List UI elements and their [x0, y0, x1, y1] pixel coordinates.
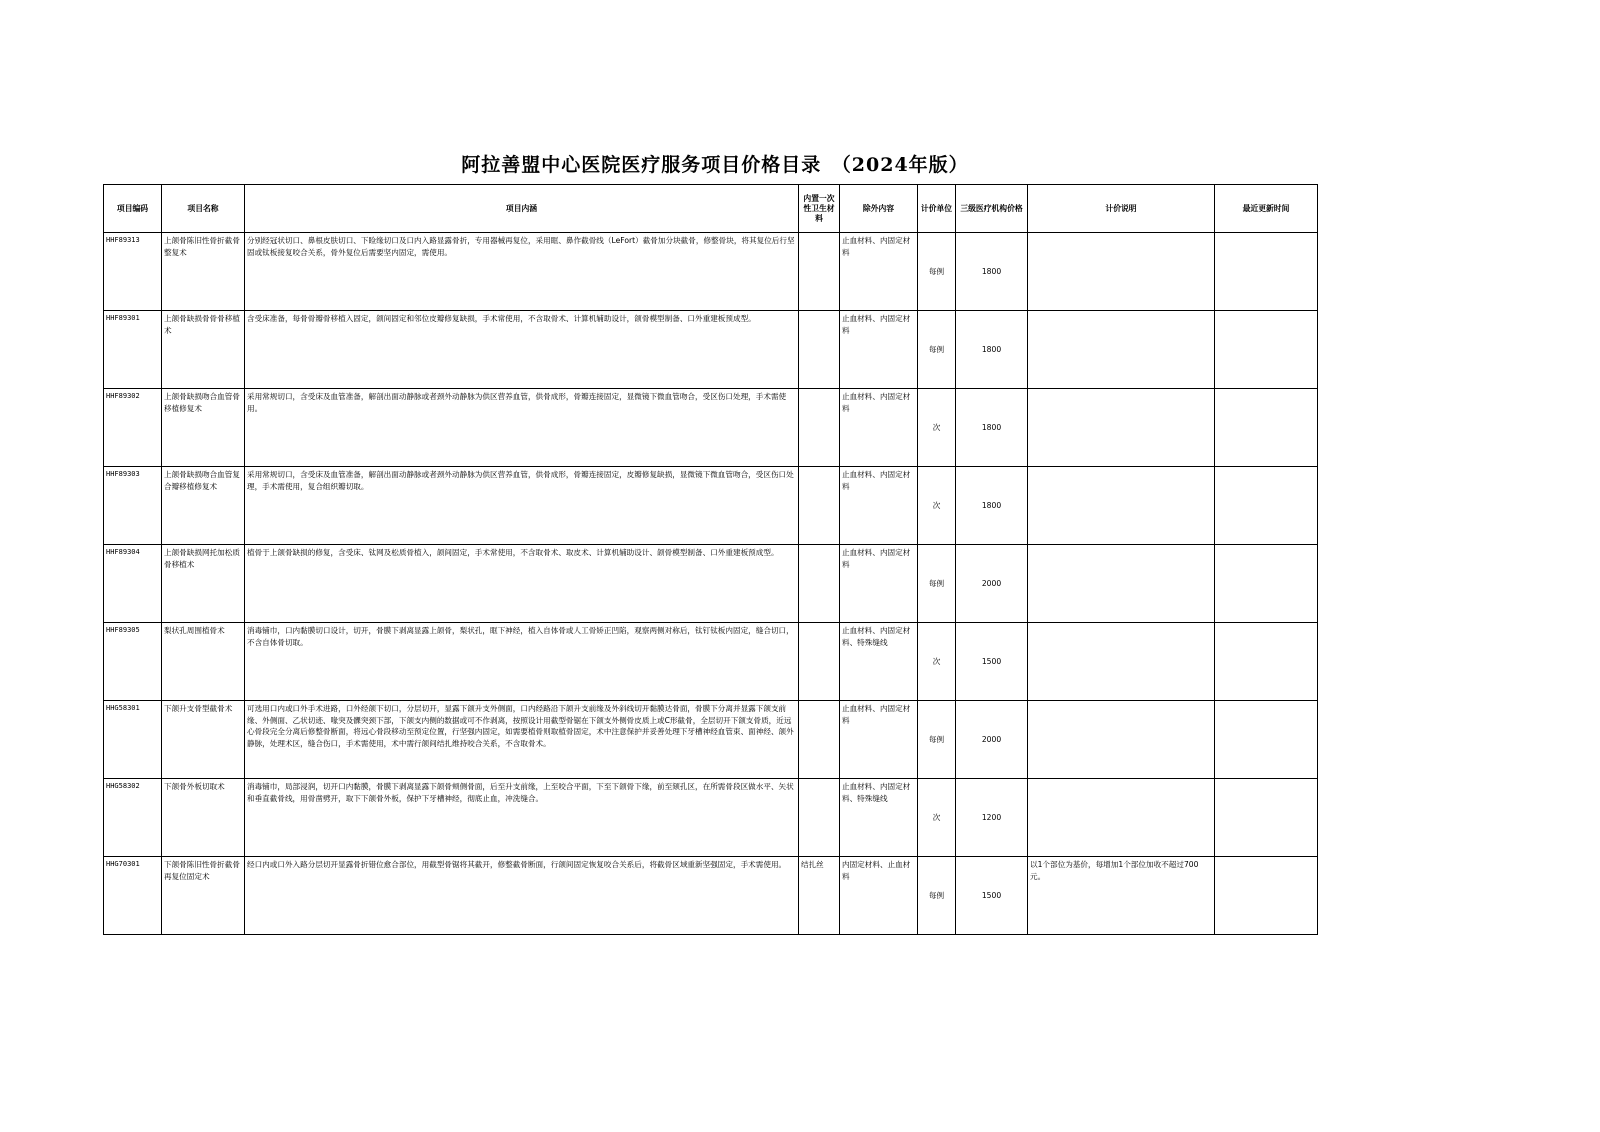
cell-note	[1028, 623, 1215, 701]
cell-price: 1800	[956, 311, 1028, 389]
cell-material	[799, 389, 840, 467]
cell-excluded: 止血材料、内固定材料、特殊缝线	[840, 779, 918, 857]
table-row	[104, 545, 1318, 623]
cell-updated	[1215, 857, 1318, 935]
page-title: 阿拉善盟中心医院医疗服务项目价格目录 （2024年版）	[461, 154, 969, 176]
cell-excluded: 止血材料、内固定材料	[840, 389, 918, 467]
header-excluded: 除外内容	[840, 185, 918, 233]
cell-name: 上颌骨缺损网托加松质骨移植术	[162, 545, 245, 623]
cell-price: 2000	[956, 545, 1028, 623]
cell-unit: 次	[918, 623, 956, 701]
cell-unit: 每例	[918, 311, 956, 389]
price-table	[103, 184, 1318, 935]
cell-name: 上颌骨陈旧性骨折截骨整复术	[162, 233, 245, 311]
table-row	[104, 467, 1318, 545]
cell-content: 采用常规切口，含受床及血管准备，解剖出面动静脉或者颈外动静脉为供区营养血管，供骨成形，骨瓣连接固定，皮瓣修复缺损，显微镜下微血管吻合，受区伤口处理，手术需使用，复合组织瓣切取。	[245, 467, 799, 545]
cell-unit: 每例	[918, 701, 956, 779]
cell-material	[799, 779, 840, 857]
header-code: 项目编码	[104, 185, 162, 233]
cell-unit: 每例	[918, 545, 956, 623]
cell-price: 1800	[956, 389, 1028, 467]
header-note: 计价说明	[1028, 185, 1215, 233]
cell-note: 以1个部位为基价，每增加1个部位加收不超过700元。	[1028, 857, 1215, 935]
cell-price: 1800	[956, 233, 1028, 311]
cell-name: 下颌骨外板切取术	[162, 779, 245, 857]
cell-unit: 次	[918, 779, 956, 857]
cell-excluded: 止血材料、内固定材料	[840, 545, 918, 623]
cell-code: HHF89304	[104, 545, 162, 623]
cell-excluded: 内固定材料、止血材料	[840, 857, 918, 935]
cell-content: 分别经冠状切口、鼻根皮肤切口、下睑缘切口及口内入路显露骨折，专用器械再复位，采用眶、鼻作截骨线（LeFort）截骨加分块截骨，修整骨块，将其复位后行坚固或钛板接复咬合关系，骨外复位后需要坚内固定，需使用。	[245, 233, 799, 311]
cell-unit: 每例	[918, 857, 956, 935]
cell-material: 结扎丝	[799, 857, 840, 935]
cell-material	[799, 545, 840, 623]
table-row	[104, 857, 1318, 935]
table-header-row	[104, 185, 1318, 233]
cell-note	[1028, 701, 1215, 779]
cell-excluded: 止血材料、内固定材料	[840, 701, 918, 779]
cell-content: 经口内或口外入路分层切开显露骨折错位愈合部位，用截型骨锯将其截开，修整截骨断面，行颌间固定恢复咬合关系后，将截骨区域重新坚强固定，手术需使用。	[245, 857, 799, 935]
cell-material	[799, 701, 840, 779]
cell-name: 上颌骨缺损吻合血管骨移植修复术	[162, 389, 245, 467]
cell-updated	[1215, 623, 1318, 701]
cell-excluded: 止血材料、内固定材料	[840, 311, 918, 389]
cell-updated	[1215, 311, 1318, 389]
cell-material	[799, 623, 840, 701]
cell-note	[1028, 779, 1215, 857]
cell-updated	[1215, 389, 1318, 467]
cell-name: 上颌骨缺损骨骨骨移植术	[162, 311, 245, 389]
cell-excluded: 止血材料、内固定材料	[840, 233, 918, 311]
cell-updated	[1215, 545, 1318, 623]
cell-content: 采用常规切口，含受床及血管准备，解剖出面动静脉或者颈外动静脉为供区营养血管，供骨成形，骨瓣连接固定，显微镜下微血管吻合，受区伤口处理，手术需使用。	[245, 389, 799, 467]
cell-code: HHF89305	[104, 623, 162, 701]
cell-code: HHG58302	[104, 779, 162, 857]
cell-name: 下颌骨陈旧性骨折截骨再复位固定术	[162, 857, 245, 935]
cell-note	[1028, 311, 1215, 389]
cell-updated	[1215, 701, 1318, 779]
cell-note	[1028, 233, 1215, 311]
cell-note	[1028, 545, 1215, 623]
cell-code: HHF89302	[104, 389, 162, 467]
cell-material	[799, 233, 840, 311]
cell-code: HHF89303	[104, 467, 162, 545]
cell-price: 1800	[956, 467, 1028, 545]
header-name: 项目名称	[162, 185, 245, 233]
cell-content: 消毒铺巾，口内黏膜切口设计，切开，骨膜下剥离显露上颌骨，梨状孔，眶下神经，植入自体骨或人工骨矫正凹陷，观察两侧对称后，钛钉钛板内固定，缝合切口，不含自体骨切取。	[245, 623, 799, 701]
table-row	[104, 233, 1318, 311]
header-material: 内置一次性卫生材料	[799, 185, 840, 233]
cell-unit: 次	[918, 389, 956, 467]
table-row	[104, 701, 1318, 779]
cell-code: HHF89301	[104, 311, 162, 389]
cell-code: HHG58301	[104, 701, 162, 779]
table-row	[104, 623, 1318, 701]
cell-code: HHG70301	[104, 857, 162, 935]
cell-content: 含受床准备，每骨骨瓣骨移植入固定，颌间固定和邻位皮瓣修复缺损，手术常使用，不含取骨术、计算机辅助设计，颌骨模型制备、口外重建板预成型。	[245, 311, 799, 389]
cell-price: 2000	[956, 701, 1028, 779]
table-row	[104, 389, 1318, 467]
cell-content: 可选用口内或口外手术进路，口外经颌下切口，分层切开，显露下颌升支外侧面，口内经路沿下颌升支前缘及外斜线切开黏膜达骨面，骨膜下分离并显露下颌支前缘、外侧面、乙状切迹、喙突及髁突颈下部，下颌支内侧的数据或可不作剥离，按照设计用截型骨锯在下颌支外侧骨皮质上或C形截骨，全层切开下颌支骨质，近远心骨段完全分离后修整骨断面，将远心骨段移动至预定位置，行坚强内固定，如需要植骨则取植骨固定，术中注意保护并妥善处理下牙槽神经血管束、面神经、颌外静脉，处理术区，缝合伤口，手术需使用，术中需行颌间结扎维持咬合关系，不含取骨术。	[245, 701, 799, 779]
table-row	[104, 311, 1318, 389]
cell-price: 1500	[956, 623, 1028, 701]
header-content: 项目内涵	[245, 185, 799, 233]
cell-updated	[1215, 779, 1318, 857]
header-updated: 最近更新时间	[1215, 185, 1318, 233]
cell-content: 消毒铺巾，局部浸润，切开口内黏膜，骨膜下剥离显露下颌骨颊侧骨面，后至升支前缘，上至咬合平面，下至下颌骨下缘，前至颏孔区，在所需骨段区做水平、矢状和垂直截骨线，用骨凿劈开，取下下颌骨外板，保护下牙槽神经，彻底止血，冲洗缝合。	[245, 779, 799, 857]
table-row	[104, 779, 1318, 857]
cell-updated	[1215, 233, 1318, 311]
header-price: 三级医疗机构价格	[956, 185, 1028, 233]
cell-name: 上颌骨缺损吻合血管复合瓣移植修复术	[162, 467, 245, 545]
cell-unit: 每例	[918, 233, 956, 311]
cell-name: 下颌升支骨型截骨术	[162, 701, 245, 779]
cell-code: HHF89313	[104, 233, 162, 311]
cell-excluded: 止血材料、内固定材料	[840, 467, 918, 545]
cell-material	[799, 311, 840, 389]
cell-price: 1500	[956, 857, 1028, 935]
header-unit: 计价单位	[918, 185, 956, 233]
cell-material	[799, 467, 840, 545]
cell-name: 梨状孔周围植骨术	[162, 623, 245, 701]
cell-note	[1028, 389, 1215, 467]
cell-unit: 次	[918, 467, 956, 545]
cell-updated	[1215, 467, 1318, 545]
cell-price: 1200	[956, 779, 1028, 857]
cell-note	[1028, 467, 1215, 545]
cell-content: 植骨于上颌骨缺损的修复，含受床、钛网及松质骨植入，颌间固定，手术常使用，不含取骨术、取皮术、计算机辅助设计、颌骨模型制备、口外重建板预成型。	[245, 545, 799, 623]
cell-excluded: 止血材料、内固定材料、特殊缝线	[840, 623, 918, 701]
